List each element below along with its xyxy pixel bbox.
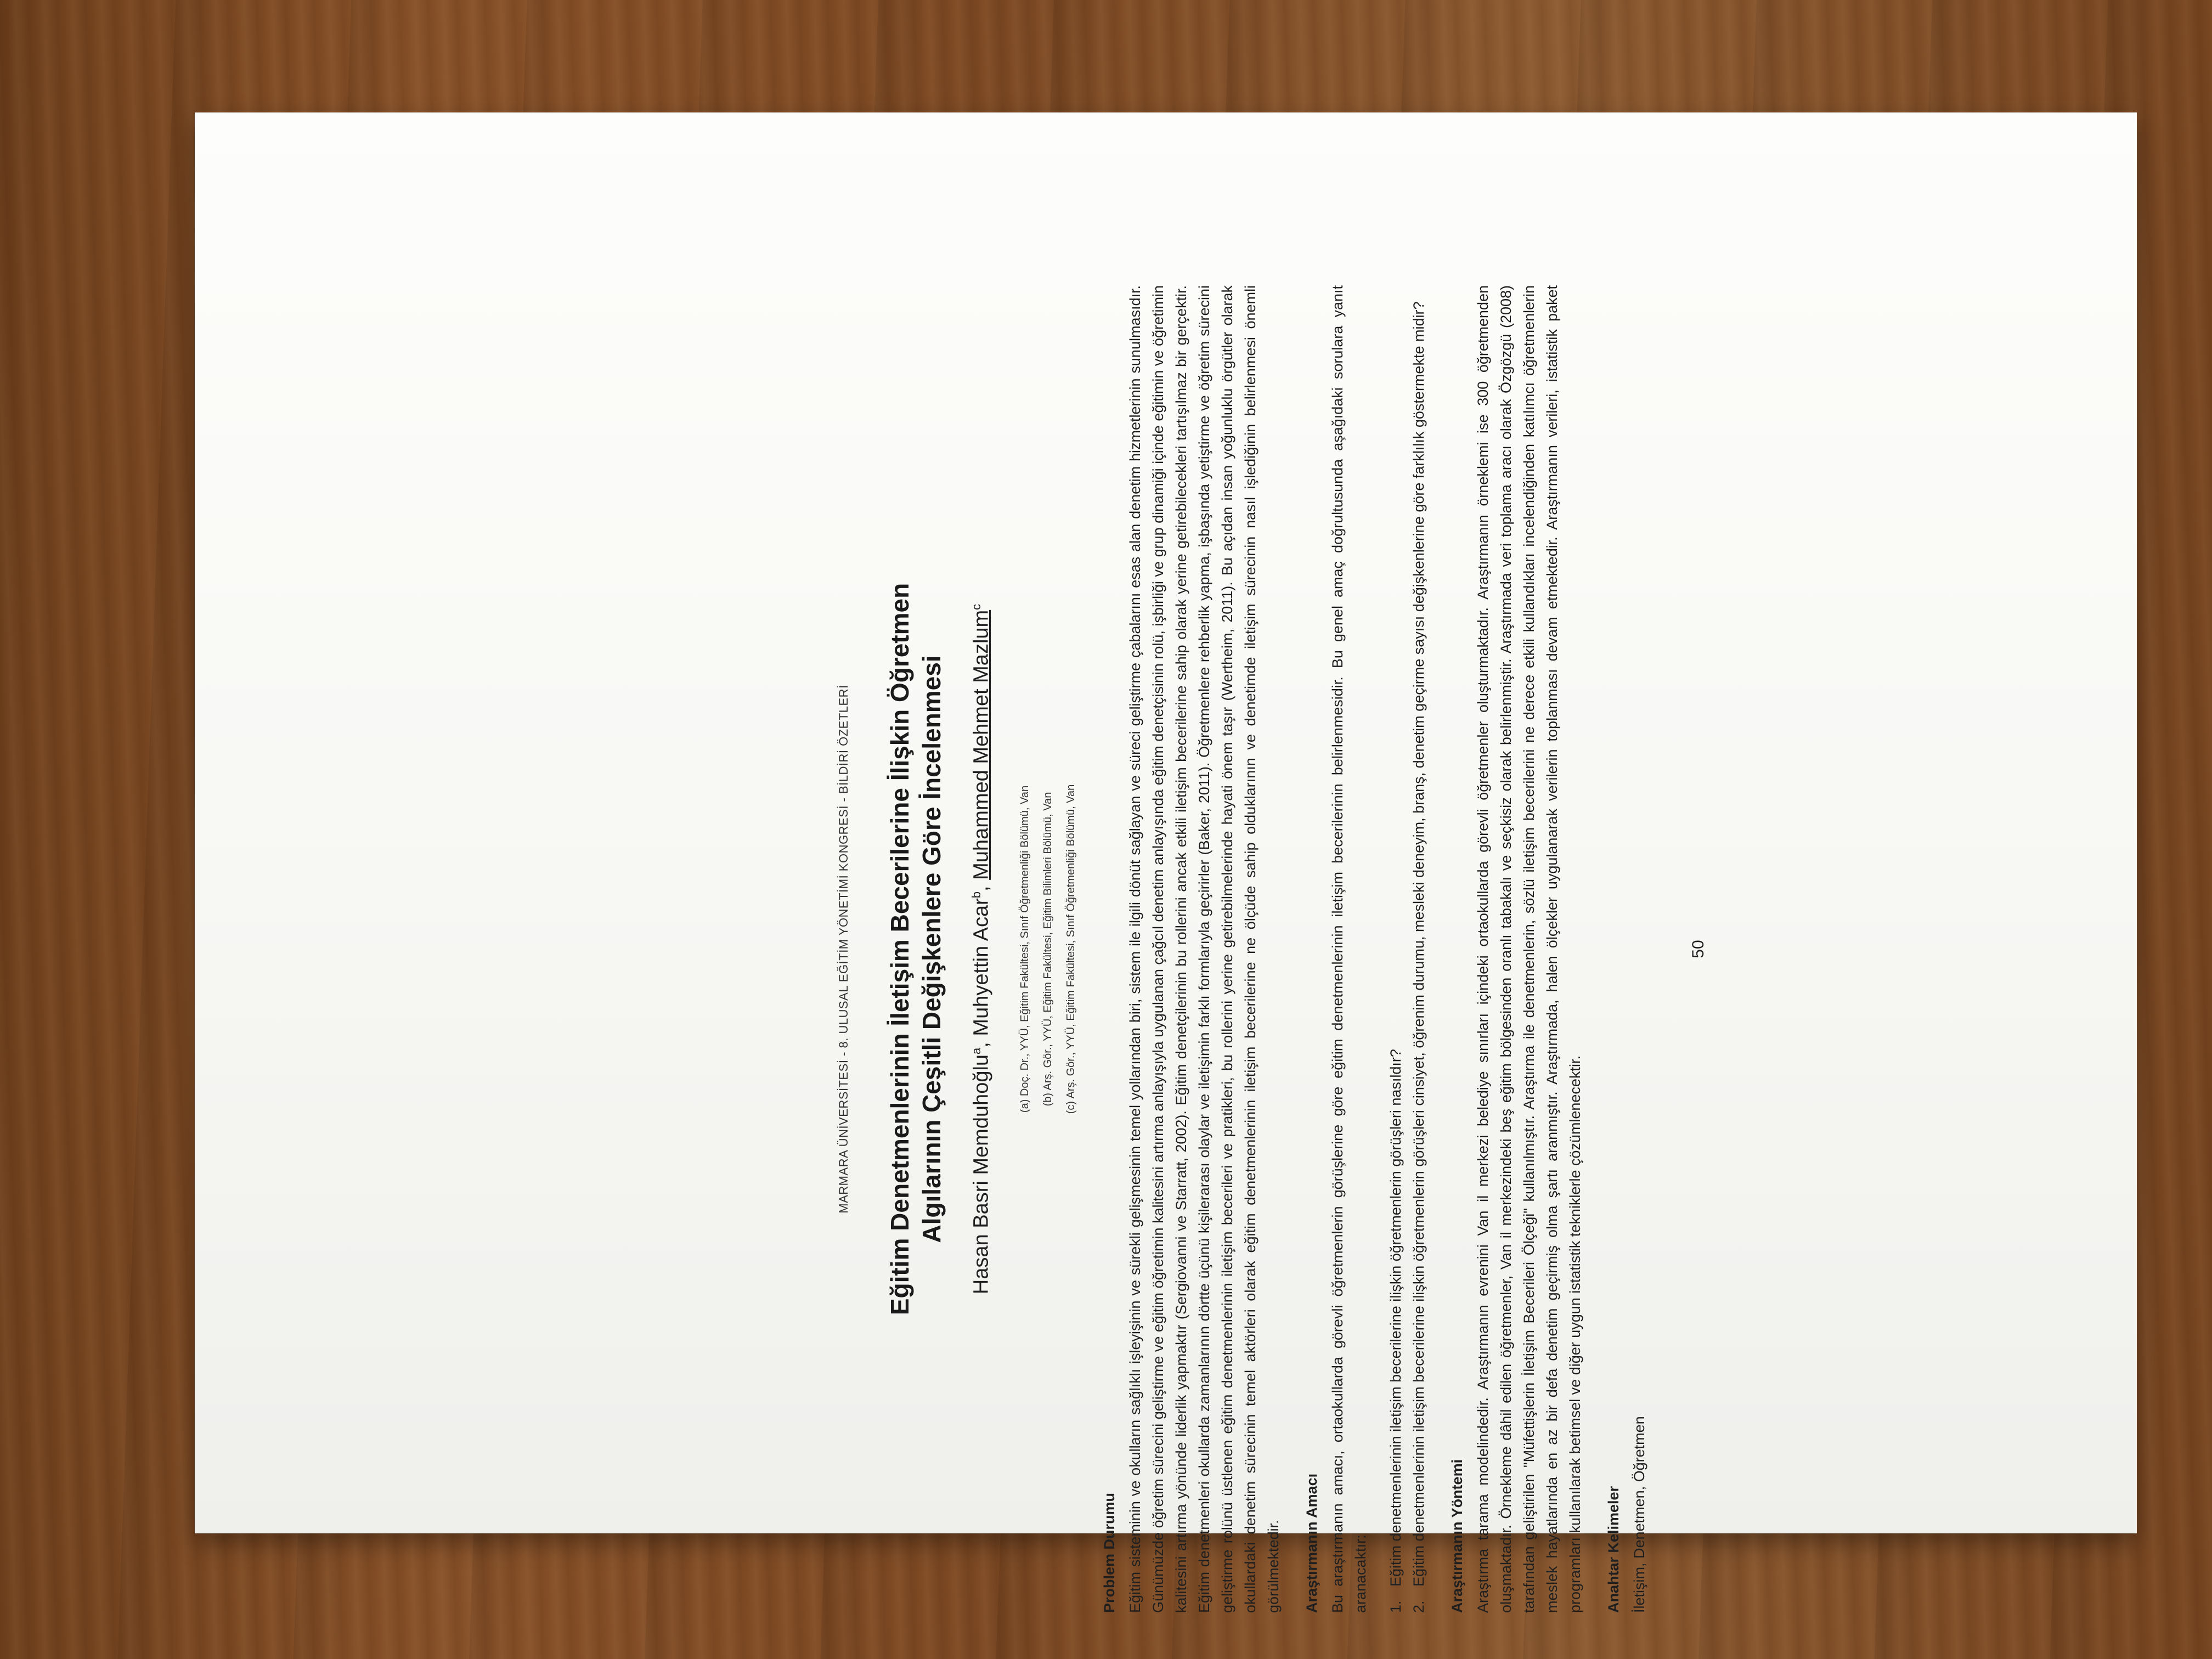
affiliations <box>1013 263 1082 1635</box>
section-heading-keywords: Anahtar Kelimeler <box>1605 1486 1622 1613</box>
page-number: 50 <box>1689 940 1707 958</box>
paper-title <box>884 263 947 1635</box>
author-2: Muhyettin Acar <box>969 898 993 1036</box>
list-text: Eğitim denetmenlerinin iletişim becerilerine ilişkin öğretmenlerin görüşleri nasıldır? <box>1387 1049 1404 1587</box>
section-heading-method: Araştırmanın Yöntemi <box>1448 1459 1465 1613</box>
author-3-mark: c <box>969 603 983 610</box>
section-heading-aim: Araştırmanın Amacı <box>1303 1473 1320 1613</box>
list-number: 1. <box>1387 1600 1404 1613</box>
paper-sheet <box>195 112 2137 1613</box>
research-questions <box>1384 285 1430 1613</box>
keywords-text: İletişim, Denetmen, Öğretmen <box>1630 1416 1647 1613</box>
author-1: Hasan Basri Memduhoğlu <box>969 1054 993 1295</box>
author-separator: , <box>969 879 993 891</box>
affiliation-c: (c) Arş. Gör., YYÜ, Eğitim Fakültesi, Sınıf Öğretmenliği Bölümü, Van <box>1064 784 1077 1114</box>
author-list <box>969 263 994 1635</box>
aim-paragraph: Bu araştırmanın amacı, ortaokullarda görevli öğretmenlerin görüşlerine göre eğitim denetmenlerinin iletişim becerilerinin belirlenmesidir. Bu genel amaç doğrultusunda aşağıdaki sorulara yanıt aranacaktır: <box>1329 285 1369 1613</box>
affiliation-a: (a) Doç. Dr., YYÜ, Eğitim Fakültesi, Sınıf Öğretmenliği Bölümü, Van <box>1018 785 1031 1113</box>
title-line-1: Eğitim Denetmenlerinin İletişim Becerilerine İlişkin Öğretmen <box>885 583 914 1316</box>
author-2-mark: b <box>969 891 983 899</box>
author-3: Muhammed Mehmet Mazlum <box>969 610 993 880</box>
section-heading-problem: Problem Durumu <box>1101 1492 1118 1613</box>
problem-paragraph: Eğitim sisteminin ve okulların sağlıklı işleyişinin ve sürekli gelişmesinin temel yollarından biri, sistem ile ilgili dönüt sağlayan ve süreci geliştirme çabalarını esas alan denetim hizmetlerinin sunulmasıdır. Günümüzde öğretim sürecini geliştirme ve eğitim öğretimin kalitesini artırma anlayışıyla uygulanan çağcıl denetim anlayışında eğitim denetçisinin rolü, işbirliği ve grup dinamiği içinde eğitimin ve öğretimin kalitesini artırma yönünde liderlik yapmaktır (Sergiovanni ve Starratt, 2002). Eğitim denetçilerinin bu rollerini ancak etkili iletişim becerilerine sahip olarak yerine getirebilecekleri tartışılmaz bir gerçektir. Eğitim denetmenleri okullarda zamanlarının dörtte üçünü kişilerarası olaylar ve iletişimin farklı formlarıyla geçirirler (Baker, 2011). Öğretmenlere rehberlik yapma, işbaşında yetiştirme ve öğretim sürecini geliştirme rolünü üstlenen eğitim denetmenlerinin iletişim becerileri ve pratikleri, bu rollerini yerine getirebilmelerinde hayati önem taşır (Wertheim, 2011). Bu açıdan insan yoğunluklu örgütler olarak okullardaki denetim sürecinin temel aktörleri olarak eğitim denetmenlerinin iletişim becerilerine ne ölçüde sahip olduklarının ve denetimde iletişim sürecinin nasıl işlediğinin belirlenmesi önemli görülmektedir. <box>1126 285 1282 1613</box>
page-content <box>820 263 1830 1635</box>
affiliation-b: (b) Arş. Gör., YYÜ, Eğitim Fakültesi, Eğitim Bilimleri Bölümü, Van <box>1041 792 1054 1107</box>
list-item <box>1407 285 1430 1613</box>
author-1-mark: a <box>969 1047 983 1054</box>
running-header: MARMARA ÜNİVERSİTESİ - 8. ULUSAL EĞİTİM YÖNETİMİ KONGRESİ - BİLDİRİ ÖZETLERİ <box>837 685 850 1214</box>
list-item <box>1384 285 1407 1613</box>
method-paragraph: Araştırma tarama modelindedir. Araştırmanın evrenini Van il merkezi belediye sınırları içindeki ortaokullarda görevli öğretmenler oluşturmaktadır. Araştırmanın örneklemi ise 300 öğretmenden oluşmaktadır. Örnekleme dâhil edilen öğretmenler, Van il merkezindeki beş eğitim bölgesinden oranlı tabakalı ve seçkisiz olarak belirlenmiştir. Araştırmada veri toplama aracı olarak Özgözgü (2008) tarafından geliştirilen "Müfettişlerin İletişim Becerileri Ölçeği" kullanılmıştır. Araştırma ile denetmenlerin, sözlü iletişim becerilerini ne derece etkili kullandıkları incelendiğinden katılımcı öğretmenlerin meslek hayatlarında en az bir defa denetim geçirmiş olma şartı aranmıştır. Araştırmada, halen ölçekler uygulanarak verilerin toplanması devam etmektedir. Araştırmanın verileri, istatistik paket programları kullanılarak betimsel ve diğer uygun istatistik tekniklerle çözümlenecektir. <box>1474 285 1583 1613</box>
title-line-2: Algılarının Çeşitli Değişkenlere Göre İncelenmesi <box>917 655 946 1243</box>
list-number: 2. <box>1410 1600 1427 1613</box>
author-separator: , <box>969 1036 993 1048</box>
list-text: Eğitim denetmenlerinin iletişim becerilerine ilişkin öğretmenlerin görüşleri cinsiyet, öğrenim durumu, mesleki deneyim, branş, denetim geçirme sayısı değişkenlerine göre farklılık göstermekte midir? <box>1410 301 1427 1587</box>
